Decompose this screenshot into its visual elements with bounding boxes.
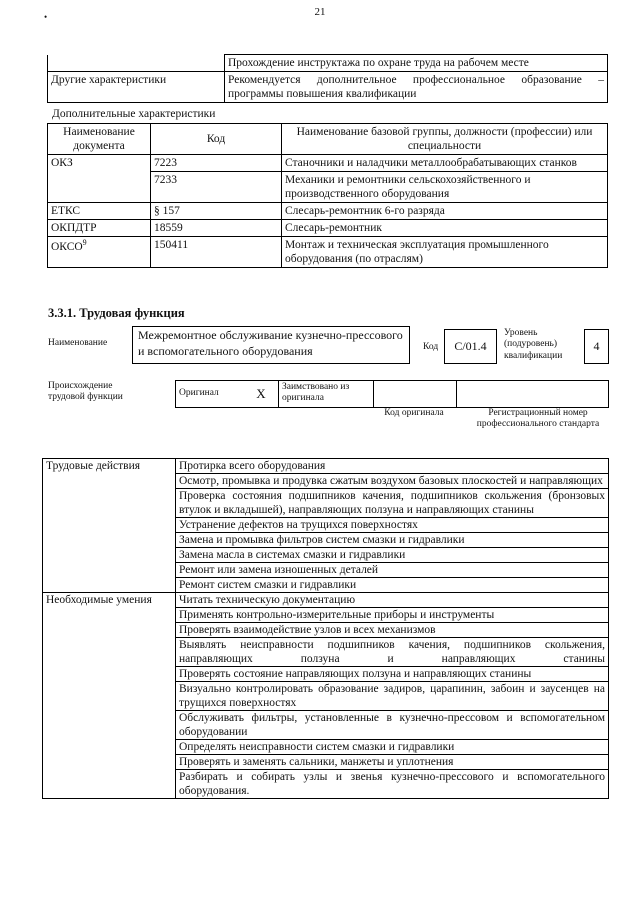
list-item: Проверка состояния подшипников качения, подшипников скольжения (бронзовых втулок и вкладышей), направляющих ползуна и направляющих станины — [176, 489, 609, 518]
table-cell: Слесарь-ремонтник — [282, 220, 608, 237]
table-row — [48, 203, 608, 220]
list-item: Протирка всего оборудования — [176, 459, 609, 474]
table-cell: Оригинал — [176, 381, 245, 408]
table-cell: Слесарь-ремонтник 6-го разряда — [282, 203, 608, 220]
list-item: Устранение дефектов на трущихся поверхностях — [176, 518, 609, 533]
list-item: Визуально контролировать образование задиров, царапинин, забоин и заусенцев на трущихся поверхностях — [176, 682, 609, 711]
table-cell: ЕТКС — [48, 203, 151, 220]
level-box — [584, 329, 609, 364]
level-value: 4 — [593, 339, 600, 354]
table-row — [48, 55, 608, 72]
level-label: Уровень (подуровень) квалификации — [504, 328, 563, 361]
function-title: 3.3.1. Трудовая функция — [48, 306, 185, 320]
list-item: Выявлять неисправности подшипников качения, подшипников скольжения, направляющих ползуна и направляющих станины — [176, 638, 609, 667]
table-row — [48, 72, 608, 103]
actions-table — [42, 458, 609, 799]
table-row — [48, 155, 608, 172]
list-item: Проверять и заменять сальники, манжеты и уплотнения — [176, 755, 609, 770]
table-cell — [48, 55, 225, 72]
list-item: Обслуживать фильтры, установленные в кузнечно-прессовом и вспомогательном оборудовании — [176, 711, 609, 740]
page-number: 21 — [314, 6, 326, 18]
code-label: Код — [423, 342, 439, 352]
table-row — [48, 237, 608, 268]
table-cell: Механики и ремонтники сельскохозяйственного и производственного оборудования — [282, 172, 608, 203]
table-cell: 7223 — [151, 155, 282, 172]
additional-characteristics-table — [47, 123, 608, 268]
category-cell: Необходимые умения — [43, 593, 176, 799]
list-item: Разбирать и собирать узлы и звенья кузнечно-прессового и вспомогательного оборудования. — [176, 770, 609, 799]
corner-mark: • — [44, 12, 48, 22]
table-cell: ОКПДТР — [48, 220, 151, 237]
list-item: Осмотр, промывка и продувка сжатым воздухом базовых плоскостей и направляющих — [176, 474, 609, 489]
table-row — [43, 459, 609, 474]
table-cell: ОКЗ — [48, 155, 151, 203]
original-code-caption: Код оригинала — [384, 408, 444, 418]
list-item: Проверять взаимодействие узлов и всех механизмов — [176, 623, 609, 638]
table-row — [43, 593, 609, 608]
list-item: Определять неисправности систем смазки и гидравлики — [176, 740, 609, 755]
list-item: Проверять состояние направляющих ползуна и направляющих станины — [176, 667, 609, 682]
footnote-mark: 9 — [82, 238, 87, 248]
characteristics-table — [47, 54, 608, 103]
table-cell: Монтаж и техническая эксплуатация промышленного оборудования (по отраслям) — [282, 237, 608, 268]
list-item: Замена масла в системах смазки и гидравлики — [176, 548, 609, 563]
table-cell: 150411 — [151, 237, 282, 268]
table-cell: Рекомендуется дополнительное профессиональное образование – программы повышения квалификации — [225, 72, 608, 103]
code-value: C/01.4 — [454, 339, 487, 354]
list-item: Читать техническую документацию — [176, 593, 609, 608]
table-cell: Станочники и наладчики металлообрабатывающих станков — [282, 155, 608, 172]
table-cell: 18559 — [151, 220, 282, 237]
table-cell: Другие характеристики — [48, 72, 225, 103]
table-cell: 7233 — [151, 172, 282, 203]
table-cell — [457, 381, 609, 408]
column-header: Код — [151, 124, 282, 155]
table-cell: Заимствовано из оригинала — [279, 381, 374, 408]
table-header-row — [48, 124, 608, 155]
list-item: Замена и промывка фильтров систем смазки и гидравлики — [176, 533, 609, 548]
code-box — [444, 329, 497, 364]
table-row — [48, 220, 608, 237]
table-cell — [374, 381, 457, 408]
table-row — [176, 381, 609, 408]
origin-label: Происхождение трудовой функции — [48, 381, 123, 403]
function-name: Межремонтное обслуживание кузнечно-прессового и вспомогательного оборудования — [138, 328, 403, 358]
table-cell: Прохождение инструктажа по охране труда на рабочем месте — [225, 55, 608, 72]
list-item: Ремонт систем смазки и гидравлики — [176, 578, 609, 593]
category-cell: Трудовые действия — [43, 459, 176, 593]
column-header: Наименование документа — [48, 124, 151, 155]
doc-name: ОКСО — [51, 240, 83, 253]
section-title: Дополнительные характеристики — [52, 108, 216, 120]
list-item: Применять контрольно-измерительные приборы и инструменты — [176, 608, 609, 623]
column-header: Наименование базовой группы, должности (профессии) или специальности — [282, 124, 608, 155]
list-item: Ремонт или замена изношенных деталей — [176, 563, 609, 578]
table-cell — [48, 237, 151, 268]
original-mark: X — [244, 381, 279, 408]
name-label: Наименование — [48, 338, 108, 348]
origin-table — [175, 380, 609, 408]
name-box — [132, 326, 410, 364]
registration-number-caption: Регистрационный номер профессионального стандарта — [476, 408, 600, 430]
table-cell: § 157 — [151, 203, 282, 220]
